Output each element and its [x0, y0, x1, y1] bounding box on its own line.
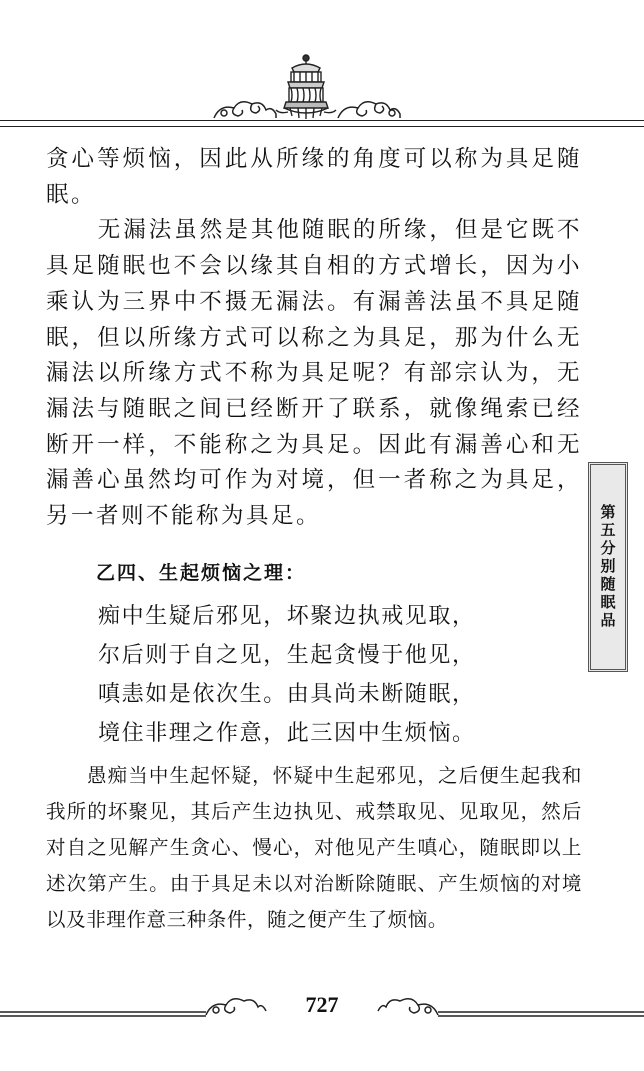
header-rule-bottom [0, 126, 644, 127]
commentary-paragraph: 愚痴当中生起怀疑，怀疑中生起邪见，之后便生起我和我所的坏聚见，其后产生边执见、戒禁取见、见取见，然后对自之见解产生贪心、慢心，对他见产生嗔心，随眠即以上述次第产生。由于具足未以对治断除随眠、产生烦恼的对境以及非理作意三种条件，随之便产生了烦恼。 [46, 763, 582, 931]
page-number: 727 [305, 992, 339, 1017]
chapter-side-tab [588, 462, 628, 672]
paragraph-continued: 贪心等烦恼，因此从所缘的角度可以称为具足随眠。 [46, 146, 582, 208]
verse-line: 嗔恚如是依次生。由具尚未断随眠， [98, 681, 476, 707]
header-rule-top [0, 120, 644, 121]
chapter-side-tab-label: 第五分别随眠品 [598, 504, 617, 630]
verse-line: 尔后则于自之见，生起贪慢于他见， [98, 642, 476, 668]
verse-block [46, 597, 582, 753]
verse-line: 境住非理之作意，此三因中生烦恼。 [98, 720, 476, 746]
dharma-banner-icon [0, 0, 644, 140]
paragraph: 无漏法虽然是其他随眠的所缘，但是它既不具足随眠也不会以缘其自相的方式增长，因为小乘认为三界中不摄无漏法。有漏善法虽不具足随眠，但以所缘方式可以称之为具足，那为什么无漏法以所缘方式不称为具足呢？有部宗认为，无漏法与随眠之间已经断开了联系，就像绳索已经断开一样，不能称之为具足。因此有漏善心和无漏善心虽然均可作为对境，但一者称之为具足，另一者则不能称为具足。 [46, 217, 582, 530]
page-body [46, 142, 582, 938]
verse-line: 痴中生疑后邪见，坏聚边执戒见取， [98, 603, 476, 629]
section-heading: 乙四、生起烦恼之理： [96, 561, 307, 584]
header-ornament [0, 0, 644, 140]
